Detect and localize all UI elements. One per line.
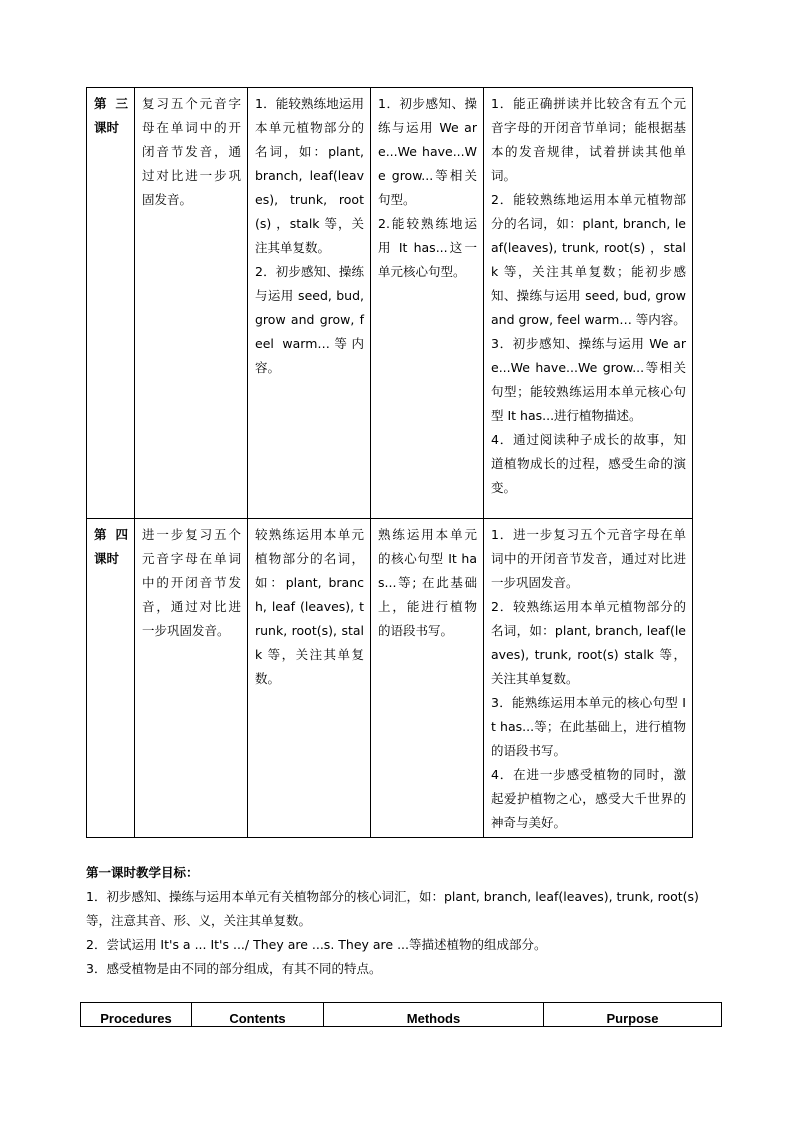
header-procedures: Procedures (81, 1003, 192, 1027)
lesson-label: 第四课时 (87, 519, 135, 838)
objective-item: 4．在进一步感受植物的同时，激起爱护植物之心，感受大千世界的神奇与美好。 (491, 767, 686, 830)
first-lesson-objectives (86, 861, 716, 981)
vocabulary-item: 2．初步感知、操练与运用 seed, bud, grow and grow, feel warm…等内容。 (255, 264, 364, 375)
sentence-item: 1．初步感知、操练与运用 We are...We have...We grow...等相关句型。 (378, 96, 477, 207)
objective-item: 1．进一步复习五个元音字母在单词中的开闭音节发音，通过对比进一步巩固发音。 (491, 527, 686, 590)
objectives-cell (484, 519, 693, 838)
procedure-table (80, 1002, 722, 1027)
sentence-item: 2.能较熟练地运用 It has...这一单元核心句型。 (378, 216, 477, 279)
lesson-label: 第三课时 (87, 88, 135, 519)
header-contents: Contents (192, 1003, 324, 1027)
vocabulary-item: 1．能较熟练地运用本单元植物部分的名词，如：plant, branch, leaf(leaves), trunk, root(s) ，stalk 等，关注其单复数。 (255, 96, 364, 255)
objective-line: 2．尝试运用 It's a ... It's .../ They are ...s. They are ...等描述植物的组成部分。 (86, 937, 547, 952)
lesson-plan-table (86, 87, 693, 838)
objective-item: 2．较熟练运用本单元植物部分的名词，如：plant, branch, leaf(leaves), trunk, root(s) stalk 等，关注其单复数。 (491, 599, 686, 686)
table-row (87, 88, 693, 519)
sentence-cell (371, 88, 484, 519)
vocabulary-item: 较熟练运用本单元植物部分的名词，如：plant, branch, leaf (leaves), trunk, root(s), stalk 等，关注其单复数。 (255, 527, 364, 686)
objective-item: 1．能正确拼读并比较含有五个元音字母的开闭音节单词；能根据基本的发音规律，试着拼读其他单词。 (491, 96, 686, 183)
objectives-cell (484, 88, 693, 519)
vocabulary-cell (248, 519, 371, 838)
objective-item: 4．通过阅读种子成长的故事，知道植物成长的过程，感受生命的演变。 (491, 432, 686, 495)
phonics-cell: 复习五个元音字母在单词中的开闭音节发音，通过对比进一步巩固发音。 (135, 88, 248, 519)
header-purpose: Purpose (544, 1003, 722, 1027)
table-header-row (81, 1003, 722, 1027)
vocabulary-cell (248, 88, 371, 519)
objective-item: 2．能较熟练地运用本单元植物部分的名词，如：plant, branch, leaf(leaves), trunk, root(s) ，stalk 等，关注其单复数；能初步感知、操练与运用 seed, bud, grow and grow, feel warm… 等内容。 (491, 192, 686, 327)
objective-line: 1．初步感知、操练与运用本单元有关植物部分的核心词汇，如：plant, branch, leaf(leaves), trunk, root(s)等，注意其音、形、义，关注其单复数。 (86, 889, 699, 928)
table-row (87, 519, 693, 838)
phonics-cell: 进一步复习五个元音字母在单词中的开闭音节发音，通过对比进一步巩固发音。 (135, 519, 248, 838)
sentence-item: 熟练运用本单元的核心句型 It has...等; 在此基础上，能进行植物的语段书写。 (378, 527, 477, 638)
sentence-cell (371, 519, 484, 838)
section-title: 第一课时教学目标： (86, 865, 199, 880)
objective-line: 3．感受植物是由不同的部分组成，有其不同的特点。 (86, 961, 382, 976)
header-methods: Methods (324, 1003, 544, 1027)
objective-item: 3．初步感知、操练与运用 We are...We have...We grow...等相关句型；能较熟练运用本单元核心句型 It has...进行植物描述。 (491, 336, 686, 423)
objective-item: 3．能熟练运用本单元的核心句型 It has...等；在此基础上，进行植物的语段书写。 (491, 695, 686, 758)
